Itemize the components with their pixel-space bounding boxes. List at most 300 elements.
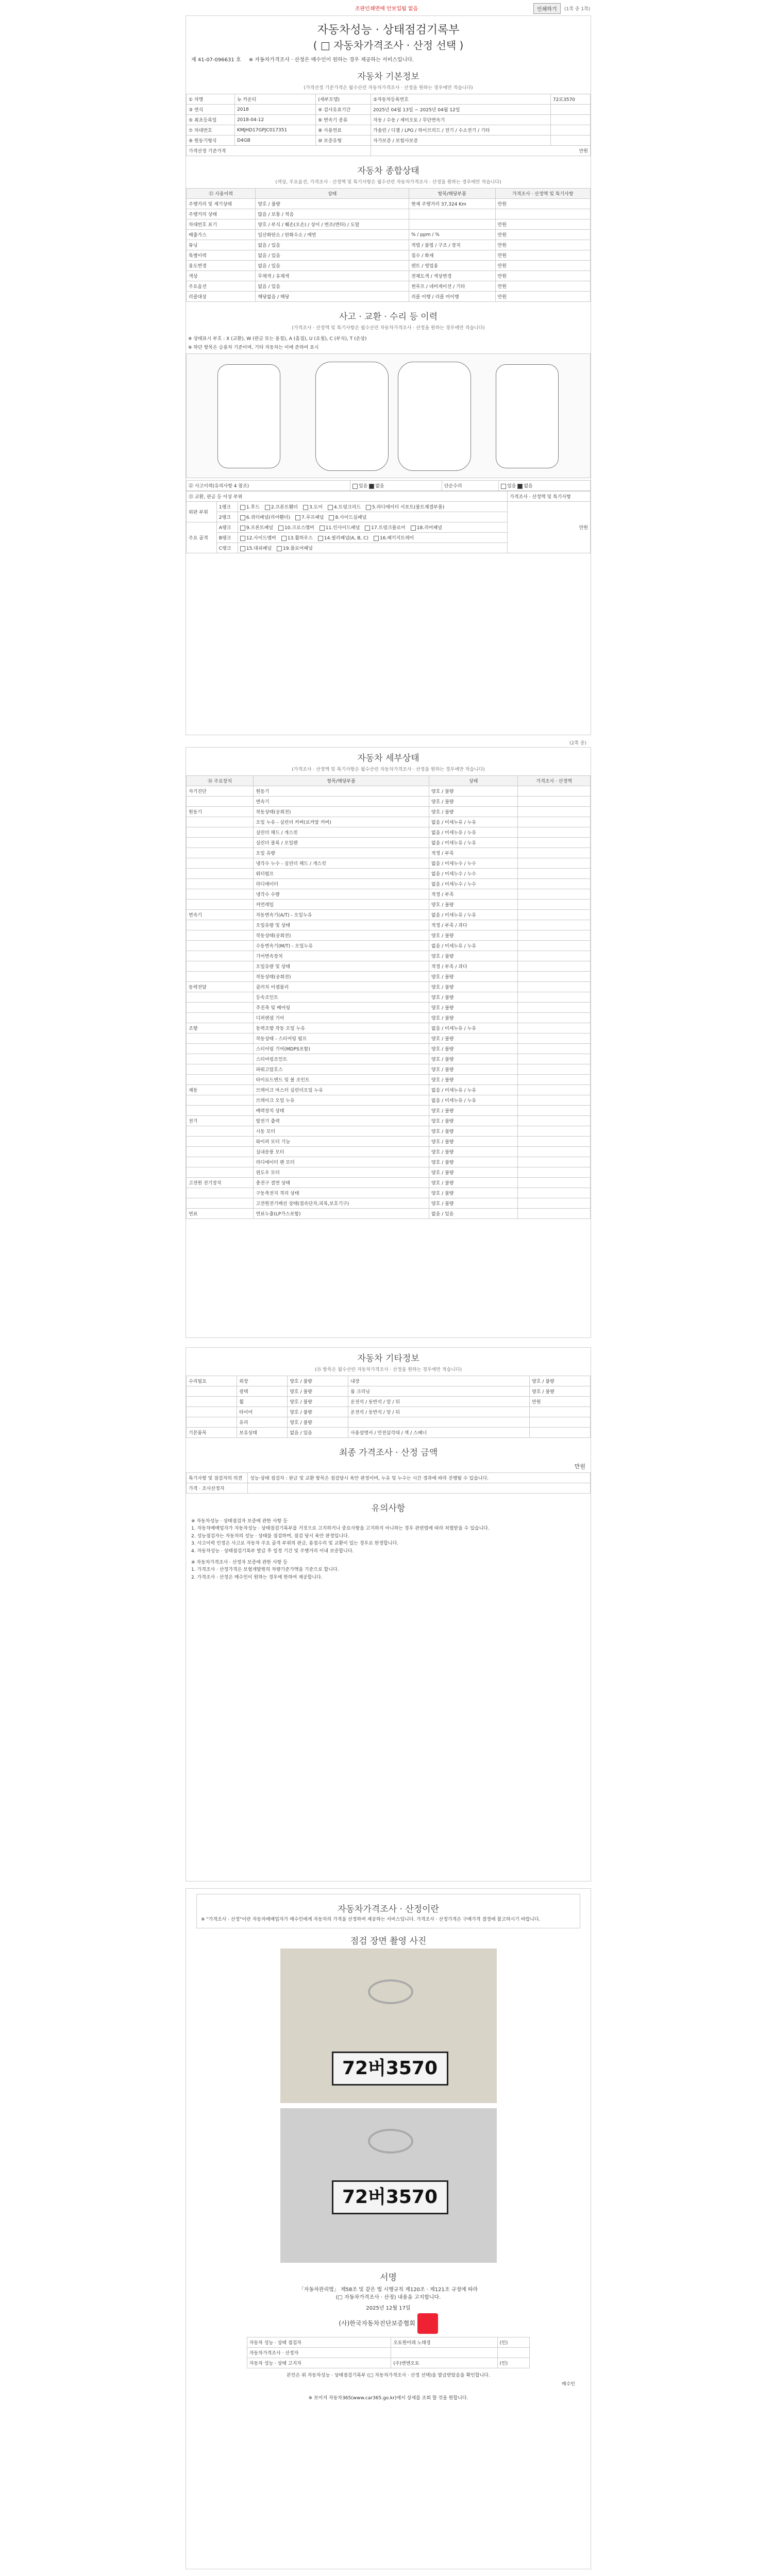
detail-row [187, 951, 591, 961]
detail-cell [187, 1075, 254, 1085]
other-row [187, 1397, 591, 1407]
detail-price-cell [518, 1157, 591, 1167]
part-label: 7.루프패널 [301, 515, 324, 520]
accident-no: 없음 [375, 484, 384, 489]
detail-row [187, 1064, 591, 1075]
part-item [366, 505, 444, 510]
basic-cell: ⑧ 사용연료 [316, 125, 371, 135]
detail-cell: 구동축전지 격리 상태 [254, 1188, 429, 1198]
detail-cell [187, 900, 254, 910]
part-checkbox[interactable] [281, 536, 287, 541]
detail-row [187, 786, 591, 796]
part-item [320, 526, 360, 531]
sign-row [247, 2347, 530, 2358]
part-checkbox[interactable] [303, 505, 308, 510]
overall-cell: 침수 / 화재 [409, 250, 495, 261]
part-item [240, 526, 273, 531]
detail-cell: 양호 / 불량 [429, 1137, 517, 1147]
detail-cell: 냉각수 수량 [254, 889, 429, 900]
overall-cell: 용도변경 [187, 261, 256, 271]
other-cell: 보유상태 [237, 1428, 288, 1438]
page-number: (1쪽 중 1쪽) [564, 7, 591, 12]
doc-title: 자동차성능 · 상태점검기록부 [317, 24, 460, 37]
part-item [240, 515, 290, 520]
basic-table [186, 94, 591, 156]
detail-cell: 클러치 어셈블리 [254, 982, 429, 992]
car-diagram [186, 353, 591, 478]
detail-price-cell [518, 869, 591, 879]
detail-cell: 양호 / 불량 [429, 796, 517, 807]
part-checkbox[interactable] [328, 505, 333, 510]
basic-cell: ⑥ 변속기 종류 [316, 115, 371, 125]
other-cell: 광택 [237, 1386, 288, 1397]
basic-cell: ④ 검사유효기간 [316, 105, 371, 115]
detail-cell: 양호 / 불량 [429, 1126, 517, 1137]
basic-cell: 뉴 카운티 [234, 94, 315, 105]
detail-cell: 작동상태(공회전) [254, 807, 429, 817]
other-row [187, 1417, 591, 1428]
detail-cell: 작동상태(공회전) [254, 930, 429, 941]
detail-cell: 양호 / 불량 [429, 1167, 517, 1178]
detail-cell [187, 1054, 254, 1064]
special-table [186, 1472, 591, 1494]
other-cell: 양호 / 불량 [530, 1376, 591, 1386]
detail-cell: 양호 / 불량 [429, 1198, 517, 1209]
sign-company [186, 2313, 591, 2334]
basic-cell [550, 125, 590, 135]
page2-number: (2쪽 중) [569, 741, 586, 746]
part-checkbox[interactable] [329, 515, 334, 520]
detail-cell: 작동상태 - 스티어링 펌프 [254, 1033, 429, 1044]
detail-row [187, 848, 591, 858]
detail-cell: 없음 / 미세누수 / 누수 [429, 879, 517, 889]
part-checkbox[interactable] [240, 515, 245, 520]
detail-cell [187, 1167, 254, 1178]
overall-row [187, 281, 591, 292]
other-title: 자동차 기타정보 [357, 1353, 419, 1364]
detail-row [187, 1126, 591, 1137]
basic-cell: 2018 [234, 105, 315, 115]
detail-cell: 전기 [187, 1116, 254, 1126]
basic-title: 자동차 기본정보 [357, 72, 419, 82]
detail-row [187, 1054, 591, 1064]
car-right-view [496, 364, 559, 468]
overall-cell: 전체도색 / 색상변경 [409, 271, 495, 281]
detail-price-cell [518, 1137, 591, 1147]
overall-row [187, 271, 591, 281]
part-item [281, 536, 313, 541]
detail-cell [187, 992, 254, 1003]
detail-cell: 양호 / 불량 [429, 1188, 517, 1198]
info-text: ※ "가격조사 · 산정"이란 자동차매매업자가 매수인에게 자동차의 가격을 산정하여 제공하는 서비스입니다. 가격조사 · 산정가격은 구매가격 결정에 참고하시기 바랍니다. [201, 1917, 541, 1922]
other-row [187, 1428, 591, 1438]
print-button[interactable]: 인쇄하기 [533, 3, 561, 14]
overall-cell: 만원 [495, 240, 591, 250]
detail-cell: 없음 / 미세누유 / 누유 [429, 827, 517, 838]
part-checkbox[interactable] [365, 526, 370, 531]
basic-cell: 2018-04-12 [234, 115, 315, 125]
other-note: (⑮ 항목은 월수산린 자동차가격조사 · 산정을 원하는 경우에만 적습니다) [314, 1367, 462, 1372]
part-checkbox[interactable] [265, 505, 270, 510]
detail-cell: 파워고압호스 [254, 1064, 429, 1075]
detail-price-cell [518, 930, 591, 941]
rank-c: C랭크 [216, 543, 238, 553]
doc-meta [186, 52, 591, 66]
detail-cell: 없음 / 미세누유 / 누유 [429, 941, 517, 951]
other-cell: 외장 [237, 1376, 288, 1386]
detail-price-cell [518, 1044, 591, 1054]
detail-cell: 양호 / 불량 [429, 992, 517, 1003]
part-item [295, 515, 324, 520]
accident-title: 사고 · 교환 · 수리 등 이력 [339, 312, 438, 322]
detail-row [187, 807, 591, 817]
detail-cell: 없음 / 미세누유 / 누유 [429, 817, 517, 827]
price-label: 가격산정 기준가격 [187, 146, 371, 156]
detail-price-cell [518, 1054, 591, 1064]
other-cell [530, 1428, 591, 1438]
detail-cell [187, 972, 254, 982]
other-cell: 운전석 / 동반석 / 앞 / 뒤 [348, 1397, 530, 1407]
detail-price-cell [518, 1209, 591, 1219]
overall-cell: 만원 [495, 219, 591, 230]
sign-law: 「자동차관리법」 제58조 및 같은 법 시행규칙 제120조 · 제121조 규정에 따라 [298, 2286, 478, 2293]
detail-row [187, 1044, 591, 1054]
part-checkbox[interactable] [277, 546, 282, 551]
detail-cell: 연료누출(LP가스포함) [254, 1209, 429, 1219]
detail-cell: 냉각수 누수 - 실린더 헤드 / 개스킷 [254, 858, 429, 869]
detail-price-cell [518, 848, 591, 858]
detail-price-cell [518, 807, 591, 817]
part-item [365, 526, 405, 531]
detail-row [187, 1167, 591, 1178]
legend-2: ※ 하단 항목은 승용차 기준이며, 기타 자동차는 이에 준하여 표시 [188, 345, 319, 350]
detail-price-cell [518, 982, 591, 992]
rank-b: B랭크 [216, 533, 238, 543]
parts-items [238, 502, 507, 512]
part-checkbox[interactable] [366, 505, 371, 510]
basic-row [187, 105, 591, 115]
detail-cell [187, 1033, 254, 1044]
other-cell: 휠 [237, 1397, 288, 1407]
overall-row [187, 209, 591, 219]
detail-cell: 브레이크 오일 누유 [254, 1095, 429, 1106]
detail-row [187, 1157, 591, 1167]
part-item [303, 505, 323, 510]
repair-no: 없음 [524, 484, 533, 489]
overall-cell: 해당없음 / 해당 [256, 292, 409, 302]
detail-row [187, 838, 591, 848]
photo-rear [280, 2108, 497, 2263]
detail-row [187, 869, 591, 879]
part-item [411, 526, 442, 531]
detail-price-cell [518, 1188, 591, 1198]
basic-note: (가격산정 기준가격은 월수산린 자동차가격조사 · 산정을 원하는 경우에만 적습니다) [304, 86, 473, 91]
part-item [328, 505, 361, 510]
special-label: 특기사항 및 점검자의 의견 [187, 1473, 248, 1483]
overall-cell: 만원 [495, 292, 591, 302]
other-cell: 타이어 [237, 1407, 288, 1417]
detail-cell: 오일유량 및 상태 [254, 961, 429, 972]
detail-cell: 양호 / 불량 [429, 786, 517, 796]
detail-price-cell [518, 1064, 591, 1075]
final-price-title: 최종 가격조사 · 산정 금액 [339, 1448, 438, 1458]
detail-cell: 변속기 [254, 796, 429, 807]
parts-items [238, 533, 507, 543]
overall-cell: 차대번호 표기 [187, 219, 256, 230]
detail-cell: 양호 / 불량 [429, 1147, 517, 1157]
part-label: 19.플로어패널 [283, 546, 313, 551]
notes-p4: 4. 자동차성능 · 상태점검기록부 발급 후 일정 기간 및 주행거리 이내 보증합니다. [191, 1548, 354, 1554]
detail-cell [187, 848, 254, 858]
detail-cell: 스티어링조인트 [254, 1054, 429, 1064]
seal-stamp [417, 2313, 438, 2334]
detail-cell: 적정 / 부족 / 과다 [429, 920, 517, 930]
detail-price-cell [518, 786, 591, 796]
detail-cell [187, 1137, 254, 1147]
detail-cell [187, 827, 254, 838]
detail-cell [187, 817, 254, 827]
detail-cell: 양호 / 불량 [429, 982, 517, 992]
detail-price-cell [518, 910, 591, 920]
detail-cell [187, 920, 254, 930]
overall-cell: 없음 / 있음 [256, 261, 409, 271]
other-row [187, 1407, 591, 1417]
detail-cell [187, 879, 254, 889]
part-item [240, 546, 272, 551]
overall-cell: 만원 [495, 230, 591, 240]
parts-items [238, 543, 507, 553]
parts-right-label: 가격조사 · 산정액 및 특기사항 [508, 492, 591, 502]
overall-cell [495, 209, 591, 219]
notes-body [186, 1516, 591, 1583]
info-box [196, 1894, 580, 1928]
detail-header: ⑭ 주요장치 [187, 776, 254, 786]
detail-cell: 양호 / 불량 [429, 1033, 517, 1044]
part-checkbox[interactable] [240, 546, 245, 551]
detail-cell: 원동기 [254, 786, 429, 796]
detail-row [187, 858, 591, 869]
part-label: 16.패키지트레이 [379, 536, 414, 541]
rank-a: A랭크 [216, 522, 238, 533]
part-checkbox[interactable] [374, 536, 379, 541]
detail-price-cell [518, 920, 591, 930]
no-label: 제 [191, 57, 196, 63]
detail-title: 자동차 세부상태 [357, 753, 419, 764]
detail-row [187, 1137, 591, 1147]
detail-row [187, 1116, 591, 1126]
detail-cell: 스티어링 기어(MDPS포함) [254, 1044, 429, 1054]
detail-cell: 고전원 전기장치 [187, 1178, 254, 1188]
accident-history-label: ⑫ 사고이력(유의사항 4 참조) [187, 481, 350, 491]
part-label: 11.인사이드패널 [325, 526, 360, 531]
detail-cell: 없음 / 미세누유 / 누유 [429, 1085, 517, 1095]
doc-number: 41-07-096631 [197, 57, 234, 63]
plate-rear: 72버3570 [332, 2180, 448, 2214]
other-cell: 양호 / 불량 [288, 1376, 348, 1386]
receiver: 매수인 [561, 2381, 575, 2387]
overall-cell: 많음 / 보통 / 적음 [256, 209, 409, 219]
other-row [187, 1386, 591, 1397]
detail-cell: 실내송풍 모터 [254, 1147, 429, 1157]
other-cell: 양호 / 불량 [288, 1397, 348, 1407]
detail-cell: 배력장치 상태 [254, 1106, 429, 1116]
detail-row [187, 817, 591, 827]
detail-cell: 고전원전기배선 상태(접속단자,피복,보호기구) [254, 1198, 429, 1209]
detail-table [186, 775, 591, 1219]
detail-cell [187, 838, 254, 848]
company-name: (사)한국자동차진단보증협회 [339, 2319, 415, 2327]
overall-row [187, 230, 591, 240]
part-label: 3.도어 [309, 505, 323, 510]
part-label: 6.쿼터패널(리어휀더) [246, 515, 291, 520]
basic-row [187, 125, 591, 135]
page-1 [186, 15, 591, 735]
basic-cell: 72로3570 [550, 94, 590, 105]
part-checkbox[interactable] [411, 526, 416, 531]
overall-cell: 튜닝 [187, 240, 256, 250]
other-cell [530, 1407, 591, 1417]
detail-cell: 타이로드엔드 및 볼 조인트 [254, 1075, 429, 1085]
detail-cell: 커먼레일 [254, 900, 429, 910]
detail-cell [187, 930, 254, 941]
detail-row [187, 910, 591, 920]
detail-cell [187, 1198, 254, 1209]
parts-section-label: ⑬ 교환, 판금 등 이상 부위 [187, 492, 508, 502]
basic-cell: 2025년 04월 13일 ~ 2025년 04월 12일 [371, 105, 551, 115]
detail-cell: 라디에이터 [254, 879, 429, 889]
page-4 [186, 1888, 591, 2569]
overall-cell: 현재 주행거리 37,324 Km [409, 199, 495, 209]
overall-cell: 없음 / 있음 [256, 240, 409, 250]
part-label: 17.트렁크플로어 [371, 526, 406, 531]
part-label: 10.크로스멤버 [284, 526, 314, 531]
detail-header: 가격조사 · 산정액 [518, 776, 591, 786]
detail-row [187, 889, 591, 900]
part-item [374, 536, 414, 541]
overall-header: 항목/해당부품 [409, 189, 495, 199]
part-label: 8.사이드실패널 [335, 515, 367, 520]
detail-cell: 디퍼렌셜 기어 [254, 1013, 429, 1023]
detail-row [187, 900, 591, 910]
other-cell: 만원 [530, 1397, 591, 1407]
overall-cell: 양호 / 부식 / 훼손(오손) / 상이 / 변조(변타) / 도말 [256, 219, 409, 230]
parts-items [238, 522, 507, 533]
overall-cell: 만원 [495, 199, 591, 209]
detail-price-cell [518, 1033, 591, 1044]
detail-price-cell [518, 1116, 591, 1126]
detail-cell: 실린더 헤드 / 개스킷 [254, 827, 429, 838]
top-notice-bar [0, 4, 773, 12]
part-item [240, 536, 276, 541]
emblem-front-icon [368, 1979, 413, 2004]
detail-cell: 작동상태(공회전) [254, 972, 429, 982]
part-checkbox[interactable] [240, 536, 245, 541]
accident-yes: 있음 [358, 484, 368, 489]
sign-row [247, 2337, 530, 2347]
detail-price-cell [518, 838, 591, 848]
detail-row [187, 1106, 591, 1116]
part-item [329, 515, 366, 520]
detail-cell: 적정 / 부족 [429, 889, 517, 900]
detail-cell [187, 951, 254, 961]
basic-cell: (세부모델) [316, 94, 371, 105]
sign-cell [497, 2347, 530, 2358]
part-checkbox[interactable] [240, 505, 245, 510]
detail-cell [187, 1064, 254, 1075]
basic-cell: KMJHD17GPJC017351 [234, 125, 315, 135]
overall-cell: 배출가스 [187, 230, 256, 240]
detail-row [187, 992, 591, 1003]
overall-row [187, 219, 591, 230]
basic-cell: ⑨ 원동기형식 [187, 135, 235, 146]
overall-cell: 썬루프 / 네비게이션 / 기타 [409, 281, 495, 292]
part-checkbox[interactable] [320, 526, 325, 531]
basic-cell: ⑦ 차대번호 [187, 125, 235, 135]
detail-price-cell [518, 796, 591, 807]
detail-row [187, 796, 591, 807]
car-frame-view [398, 362, 471, 471]
detail-cell: 실린더 블록 / 오일팬 [254, 838, 429, 848]
detail-cell: 윈도우 모터 [254, 1167, 429, 1178]
other-cell: 수리필요 [187, 1376, 237, 1386]
sign-date: 2025년 12월 17일 [366, 2305, 411, 2311]
overall-cell: 렌트 / 영업용 [409, 261, 495, 271]
detail-cell: 자기진단 [187, 786, 254, 796]
overall-header: 상태 [256, 189, 409, 199]
detail-cell [187, 1106, 254, 1116]
detail-cell: 시동 모터 [254, 1126, 429, 1137]
detail-row [187, 1033, 591, 1044]
overall-row [187, 240, 591, 250]
detail-price-cell [518, 992, 591, 1003]
detail-cell [187, 1095, 254, 1106]
notes-sub1: ※ 자동차성능 · 상태점검자 보증에 관한 사항 등 [191, 1519, 288, 1524]
detail-cell: 없음 / 있음 [429, 1209, 517, 1219]
overall-cell: 주행거리 상태 [187, 209, 256, 219]
overall-row [187, 292, 591, 302]
accident-row-table [186, 480, 591, 491]
overall-cell: 없음 / 있음 [256, 281, 409, 292]
sign-cell [391, 2347, 497, 2358]
detail-row [187, 1003, 591, 1013]
overall-cell: 적법 / 불법 / 구조 / 장치 [409, 240, 495, 250]
part-checkbox[interactable] [318, 536, 323, 541]
other-cell: 룸 크리닝 [348, 1386, 530, 1397]
overall-cell: 만원 [495, 250, 591, 261]
ho-label: 호 [236, 57, 241, 63]
part-label: 9.프론트패널 [246, 526, 273, 531]
final-price-unit: 만원 [574, 1463, 585, 1470]
detail-row [187, 1188, 591, 1198]
part-checkbox[interactable] [240, 526, 245, 531]
other-cell: 양호 / 불량 [288, 1407, 348, 1417]
detail-price-cell [518, 951, 591, 961]
part-label: 15.대쉬패널 [246, 546, 272, 551]
detail-price-cell [518, 972, 591, 982]
basic-cell: ③ 연식 [187, 105, 235, 115]
part-checkbox[interactable] [278, 526, 283, 531]
notes-q1: 1. 가격조사 · 산정가격은 보험개발원의 차량기준가액을 기준으로 합니다. [191, 1567, 339, 1573]
detail-price-cell [518, 900, 591, 910]
detail-price-cell [518, 1003, 591, 1013]
detail-cell: 없음 / 미세누유 / 누유 [429, 1023, 517, 1033]
overall-cell: 만원 [495, 281, 591, 292]
detail-cell: 동력조향 작동 오일 누유 [254, 1023, 429, 1033]
part-checkbox[interactable] [295, 515, 300, 520]
other-cell [187, 1417, 237, 1428]
detail-row [187, 1013, 591, 1023]
other-cell: 사용설명서 / 안전삼각대 / 잭 / 스패너 [348, 1428, 530, 1438]
